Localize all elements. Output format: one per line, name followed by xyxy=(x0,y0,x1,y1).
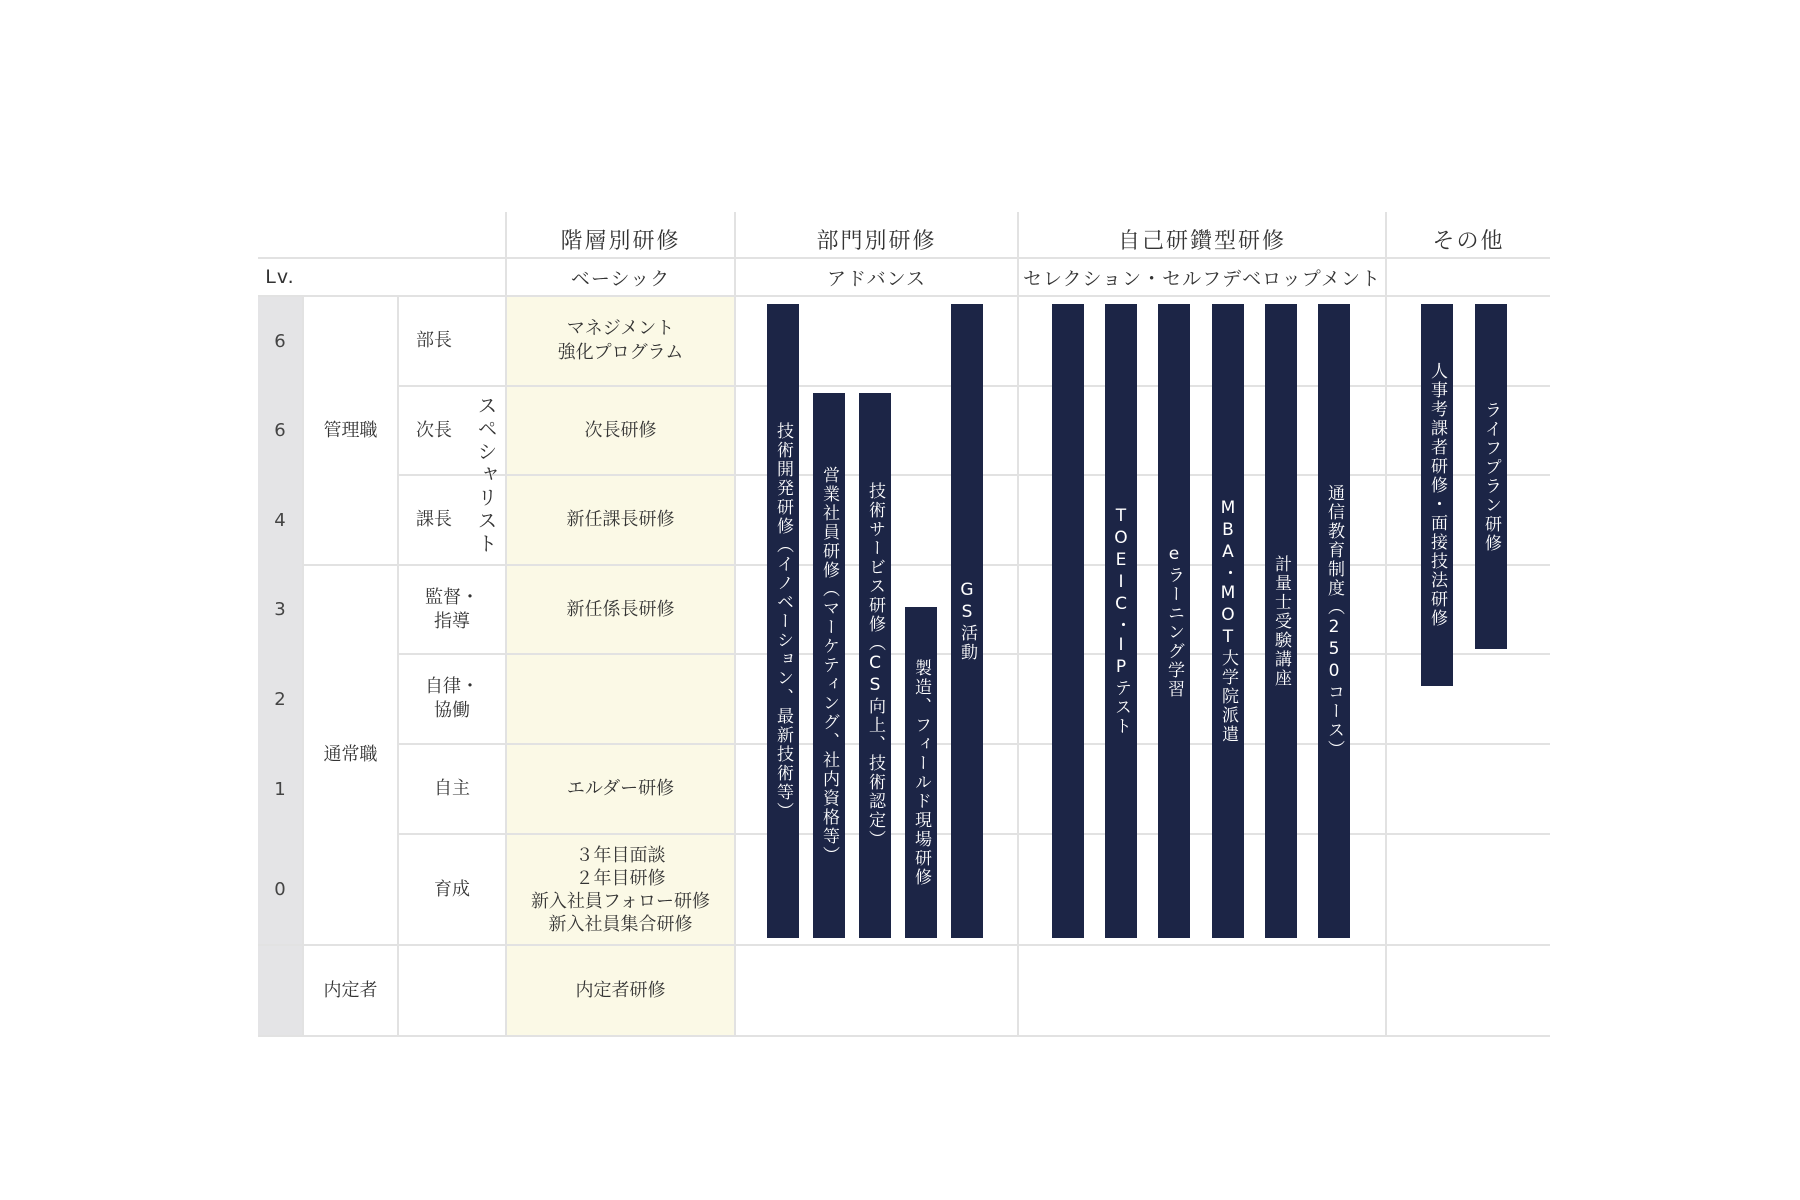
group-general: 通常職 xyxy=(323,744,378,765)
basic-training-5 xyxy=(507,655,734,743)
bar-evaluator-training xyxy=(1421,304,1453,686)
bar-technical-service xyxy=(859,393,891,938)
bar-measurement xyxy=(1265,304,1297,938)
bar-technical-development xyxy=(767,304,799,938)
basic-training-6: エルダー研修 xyxy=(566,778,675,799)
level-number: 0 xyxy=(274,879,286,900)
grid-line-h xyxy=(258,1035,1550,1037)
bar-field-training xyxy=(905,607,937,938)
position-kacho: 課長 xyxy=(416,509,452,530)
level-number: 6 xyxy=(274,330,286,352)
grid-line-h xyxy=(258,944,1550,946)
basic-training-3: 新任課長研修 xyxy=(566,509,675,530)
bar-sales-training xyxy=(813,393,845,938)
basic-training-7: ３年目面談 ２年目研修 新入社員フォロー研修 新入社員集合研修 xyxy=(530,844,711,935)
level-number: 3 xyxy=(274,599,286,620)
bar-label: 製造、フィールド現場研修 xyxy=(911,658,931,887)
bar-elearning xyxy=(1158,304,1190,938)
bar-toeic xyxy=(1105,304,1137,938)
bar-label: 計量士受験講座 xyxy=(1271,554,1291,688)
bar-empty-self-dev xyxy=(1052,304,1084,938)
position-self-directed: 自主 xyxy=(434,778,470,799)
header-self-development-category: 自己研鑽型研修 xyxy=(1117,228,1286,254)
header-level-label: Lv. xyxy=(265,266,295,288)
header-other-category: その他 xyxy=(1432,228,1505,254)
basic-training-1: マネジメント 強化プログラム xyxy=(557,318,684,363)
basic-training-2: 次長研修 xyxy=(584,419,657,441)
bar-label: GS活動 xyxy=(957,580,977,662)
bar-label: TOEIC・IPテスト xyxy=(1111,506,1131,736)
bar-label: 技術開発研修（イノベーション、最新技術等） xyxy=(773,421,793,821)
position-jicho: 次長 xyxy=(416,419,452,441)
header-advance-sub: アドバンス xyxy=(826,267,927,290)
level-number: 2 xyxy=(274,688,286,710)
bar-gs-activity xyxy=(951,304,983,938)
bar-mba xyxy=(1212,304,1244,938)
bar-label: 技術サービス研修（CS向上、技術認定） xyxy=(865,482,885,849)
position-supervision: 監督・ 指導 xyxy=(425,586,479,632)
position-bucho: 部長 xyxy=(416,330,452,351)
basic-training-8: 内定者研修 xyxy=(575,979,666,1001)
grid-line-v xyxy=(1385,212,1387,1037)
bar-label: 営業社員研修（マーケティング、社内資格等） xyxy=(819,466,839,865)
level-number: 6 xyxy=(274,420,286,441)
level-number: 1 xyxy=(274,778,286,800)
bar-life-plan xyxy=(1475,304,1507,649)
bar-correspondence xyxy=(1318,304,1350,938)
bar-label: ライフプラン研修 xyxy=(1481,400,1501,553)
specialist-label xyxy=(468,387,505,564)
header-selection-sub: セレクション・セルフデベロップメント xyxy=(1022,267,1382,290)
bar-label: MBA・MOT大学院派遣 xyxy=(1218,498,1238,744)
header-basic-category: 階層別研修 xyxy=(560,228,681,254)
bar-label: 人事考課者研修・面接技法研修 xyxy=(1427,362,1447,628)
header-department-category: 部門別研修 xyxy=(816,228,937,254)
bar-label: eラーニング学習 xyxy=(1164,543,1184,699)
position-development: 育成 xyxy=(434,878,470,900)
grid-line-v xyxy=(1017,212,1019,1037)
specialist-text: スペシャリスト xyxy=(474,395,498,556)
group-candidate: 内定者 xyxy=(323,979,378,1001)
level-number: 4 xyxy=(274,509,286,531)
basic-training-4: 新任係長研修 xyxy=(566,598,675,620)
bar-label: 通信教育制度（250コース） xyxy=(1324,483,1344,759)
grid-line-v xyxy=(734,212,736,1037)
group-management: 管理職 xyxy=(323,419,378,441)
header-basic-sub: ベーシック xyxy=(570,267,671,290)
position-autonomy: 自律・ 協働 xyxy=(425,676,479,721)
